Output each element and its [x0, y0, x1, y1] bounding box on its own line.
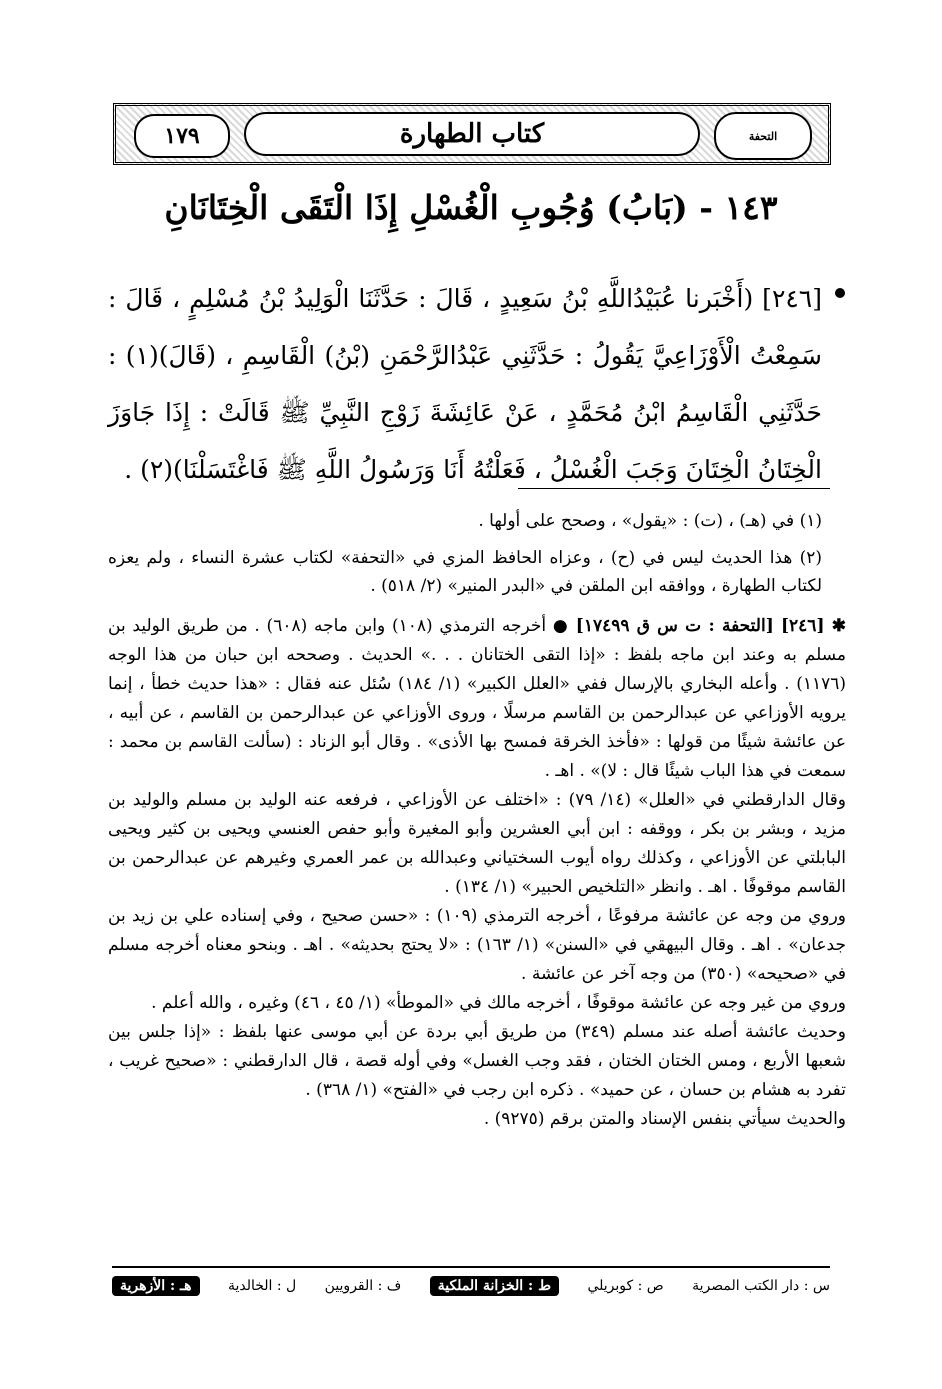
hadith-text: [٢٤٦] (أَخْبَرنا عُبَيْدُاللَّهِ بْنُ سَعِيدٍ ، قَالَ : حَدَّثَنَا الْوَلِيدُ بْنُ مُسْلِمٍ ، قَالَ : سَمِعْتُ الْأَوْزَاعِيَّ يَقُولُ : حَدَّثَنِي عَبْدُالرَّحْمَنِ (بْنُ) الْقَاسِمِ ، (قَالَ)(١) : حَدَّثَنِي الْقَاسِمُ ابْنُ مُحَمَّدٍ ، عَنْ عَائِشَةَ زَوْجِ النَّبِيِّ ﷺ قَالَتْ : إِذَا جَاوَزَ الْخِتَانُ الْخِتَانَ وَجَبَ الْغُسْلُ ، فَعَلْتُهُ أَنَا وَرَسُولُ اللَّهِ ﷺ فَاغْتَسَلْنَا)(٢) . — [108, 284, 823, 484]
page-number-frame — [134, 114, 230, 158]
takhrij-paragraph-2: وقال الدارقطني في «العلل» (١٤/ ٧٩) : «اختلف عن الأوزاعي ، فرفعه عنه الوليد بن مسلم والوليد بن مزيد ، وبشر بن بكر ، ووقفه : ابن أبي العشرين وأبو المغيرة وأبو حفص العنسي ويحيى بن كثير ويحيى البابلتي عن الأوزاعي ، وكذلك رواه أيوب السختياني وعبدالله بن عمر العمري وغيرهم عن عبدالرحمن بن القاسم موقوفًا . اهـ . وانظر «التلخيص الحبير» (١/ ١٣٤) . — [108, 790, 847, 897]
siglum-item-highlighted: هـ : الأزهرية — [112, 1276, 200, 1296]
bullet-icon — [835, 288, 845, 298]
takhrij-paragraph-3: وروي من وجه عن عائشة مرفوعًا ، أخرجه الترمذي (١٠٩) : «حسن صحيح ، وفي إسناده علي بن زيد بن جدعان» . اهـ . وقال البيهقي في «السنن» (١/ ١٦٣) : «لا يحتج بحديثه» . اهـ . وبنحو معناه أخرجه مسلم في «صحيحه» (٣٥٠) من وجه آخر عن عائشة . — [108, 906, 847, 984]
asterisk-icon: ✱ — [824, 616, 846, 636]
takhrij-paragraph-5: وحديث عائشة أصله عند مسلم (٣٤٩) من طريق أبي بردة عن أبي موسى عنها بلفظ : «إذا جلس بين شعبها الأربع ، ومس الختان الختان ، فقد وجب الغسل» وفي أوله قصة ، قال الدارقطني : «صحيح غريب ، تفرد به هشام بن حسان ، عن حميد» . ذكره ابن رجب في «الفتح» (١/ ٣٦٨) . — [108, 1022, 846, 1100]
manuscript-sigla — [112, 1272, 830, 1300]
takhrij-paragraph-4: وروي من غير وجه عن عائشة موقوفًا ، أخرجه مالك في «الموطأ» (١/ ٤٥ ، ٤٦) وغيره ، والله أعلم . — [151, 993, 846, 1013]
siglum-item-highlighted: ط : الخزانة الملكية — [430, 1276, 559, 1296]
book-emblem-logo — [714, 112, 812, 160]
takhrij-paragraph-1 — [108, 612, 846, 786]
takhrij-paragraph-6: والحديث سيأتي بنفس الإسناد والمتن برقم (٩٢٧٥) . — [483, 1109, 846, 1129]
footnote-1: (١) في (هـ) ، (ت) : «يقول» ، وصحح على أولها . — [478, 511, 822, 531]
chapter-title: ١٤٣ - (بَابُ) وُجُوبِ الْغُسْلِ إِذَا الْتَقَى الْخِتَانَانِ — [164, 188, 778, 227]
footnote-separator — [518, 488, 830, 489]
siglum-item: ل : الخالدية — [227, 1278, 297, 1294]
siglum-item: س : دار الكتب المصرية — [692, 1278, 830, 1294]
page-header — [113, 103, 831, 165]
bottom-rule — [112, 1266, 830, 1268]
book-title: كتاب الطهارة — [399, 119, 545, 149]
book-emblem-text: التحفة — [748, 129, 778, 143]
takhrij-text: أخرجه الترمذي (١٠٨) وابن ماجه (٦٠٨) . من طريق الوليد بن مسلم به وعند ابن ماجه بلفظ : «إذا التقى الختانان . . .» الحديث . وصححه ابن حبان من هذا الوجه (١١٧٦) . وأعله البخاري بالإرسال ففي «العلل الكبير» (١/ ١٨٤) سُئل عنه فقال : «هذا حديث خطأ ، إنما يرويه الأوزاعي عن عبدالرحمن بن القاسم مرسلًا ، وروى الأوزاعي عن عبدالرحمن بن القاسم ، عن أبيه ، عن عائشة شيئًا من قولها : «فأخذ الخرقة فمسح بها الأذى» . وقال أبو الزناد : (سألت القاسم بن محمد : سمعت في هذا الباب شيئًا قال : لا)» . اهـ . — [108, 616, 846, 781]
page-number: ١٧٩ — [164, 123, 200, 149]
takhrij-lead: [٢٤٦] [التحفة : ت س ق ١٧٤٩٩] — [575, 616, 825, 636]
siglum-item: ص : كوبريلي — [587, 1278, 664, 1294]
siglum-item: ف : القرويين — [324, 1278, 402, 1294]
takhrij-section — [108, 612, 846, 1134]
footnote-2: (٢) هذا الحديث ليس في (ح) ، وعزاه الحافظ المزي في «التحفة» لكتاب عشرة النساء ، ولم يعزه لكتاب الطهارة ، ووافقه ابن الملقن في «البدر المنير» (٢/ ٥١٨) . — [108, 548, 822, 596]
header-title-frame — [244, 112, 700, 156]
bullet-icon: ● — [546, 616, 570, 636]
